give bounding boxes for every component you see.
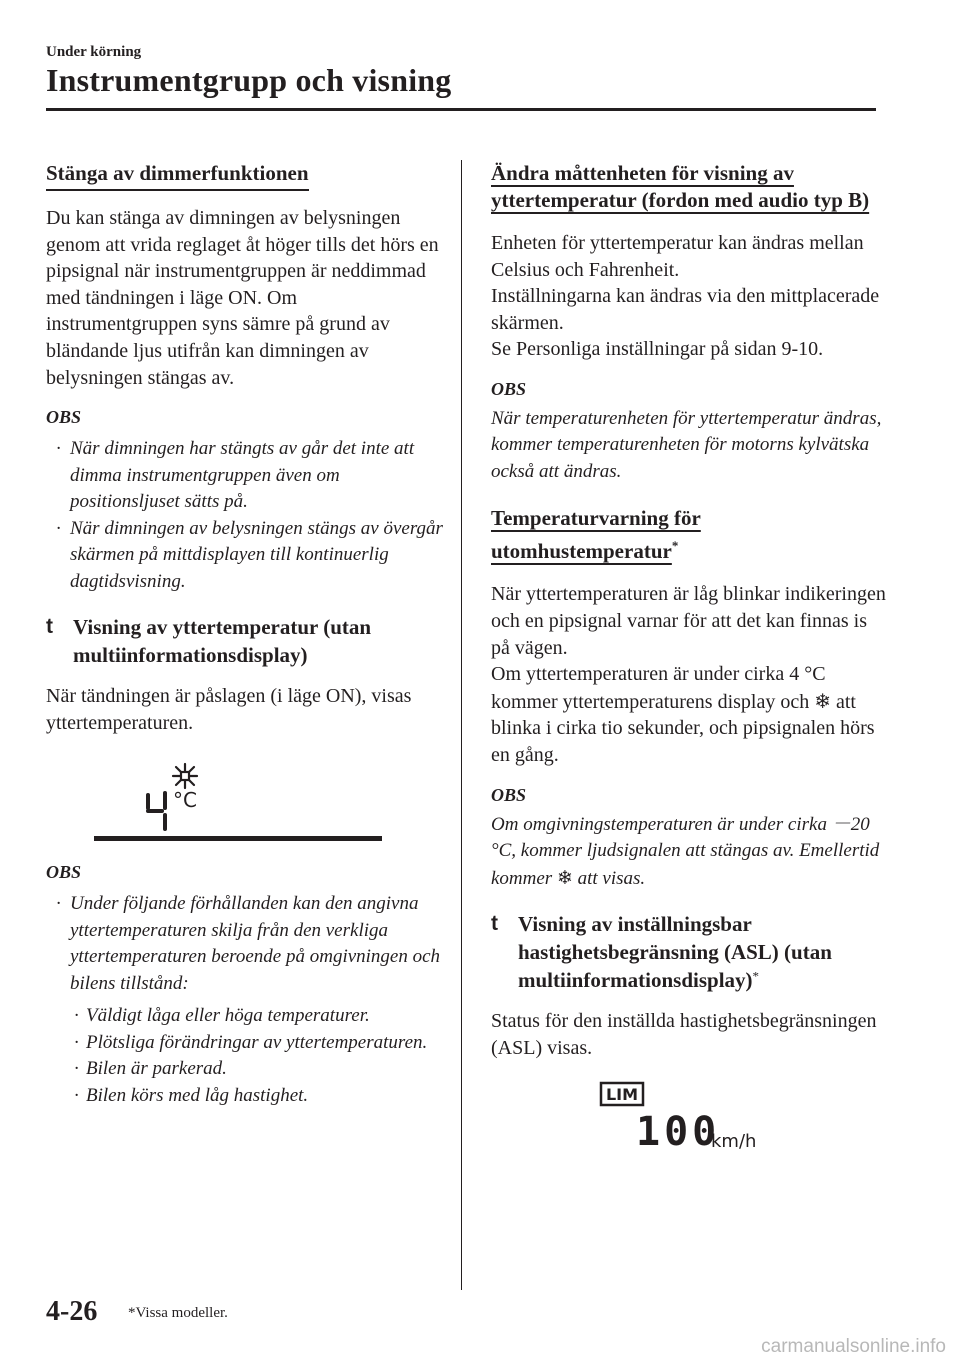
optional-asterisk: * <box>671 538 679 554</box>
speed-unit: km/h <box>711 1131 757 1153</box>
page-number: 4-26 <box>46 1296 98 1327</box>
dimmer-notes <box>46 436 446 595</box>
display-baseline <box>94 836 382 841</box>
watermark: carmanualsonline.info <box>761 1336 946 1357</box>
temp-warning-body <box>491 581 886 768</box>
asl-display <box>491 1073 886 1163</box>
speed-limit-value: 100 <box>636 1109 721 1156</box>
unit-change-line: Enheten för yttertemperatur kan ändras mellan Celsius och Fahrenheit. <box>491 232 864 281</box>
unit-change-heading <box>491 160 886 216</box>
unit-change-note-label: OBS <box>491 378 527 399</box>
footnote: *Vissa modeller. <box>128 1305 228 1321</box>
condition-item: · Väldigt låga eller höga temperaturer. <box>70 1003 446 1030</box>
unit-change-line: Inställningarna kan ändras via den mittplacerade skärmen. <box>491 285 880 334</box>
temperature-display-illustration <box>46 736 446 846</box>
dimmer-body: Du kan stänga av dimningen av belysningen genom att vrida reglaget åt höger tills det hörs en pipsignal när instrumentgruppen är neddimmad med tändningen i läge ON. Om instrumentgruppen syns sämre på grund av bländande ljus utifrån kan dimningen av belysningen stängas av. <box>46 207 439 389</box>
temp-warning-body-1: När yttertemperaturen är låg blinkar indikeringen och en pipsignal varnar för att det kan finnas is på vägen. <box>491 583 886 659</box>
dimmer-heading: Stänga av dimmerfunktionen <box>46 160 309 191</box>
section-marker-icon: t <box>46 615 53 639</box>
unit-change-body <box>491 230 886 363</box>
asl-heading: Visning av inställningsbar hastighetsbegränsning (ASL) (utan multiinformationsdisplay) <box>518 912 832 993</box>
lim-badge-text: LIM <box>605 1085 639 1105</box>
section-marker-icon: t <box>491 912 498 936</box>
temp-warning-heading-text: Temperaturvarning för utomhustemperatur <box>491 506 701 564</box>
section-label: Under körning <box>46 44 142 60</box>
condition-item: · Bilen är parkerad. <box>70 1056 446 1083</box>
unit-change-line: Se Personliga inställningar på sidan 9-10. <box>491 338 824 361</box>
column-divider <box>461 160 462 1290</box>
condition-item: · Plötsliga förändringar av yttertemperaturen. <box>70 1030 446 1057</box>
temp-warning-note-a: Om omgivningstemperaturen är under cirka －20 °C, kommer ljudsignalen att stängas av. Emellertid kommer <box>491 813 880 889</box>
outside-temp-conditions <box>70 1003 446 1109</box>
temp-warning-note-label: OBS <box>491 784 527 805</box>
unit-change-heading-text: Ändra måttenheten för visning av yttertemperatur (fordon med audio typ B) <box>491 161 870 212</box>
dimmer-note-item: · När dimningen har stängts av går det inte att dimma instrumentgruppen även om positionsljuset sätts på. <box>46 436 446 516</box>
asl-display-illustration <box>491 1073 886 1163</box>
segment-digit-four <box>148 793 165 829</box>
dimmer-note-item: · När dimningen av belysningen stängs av övergår skärmen på mittdisplayen till kontinuerlig dagtidsvisning. <box>46 516 446 596</box>
asl-body: Status för den inställda hastighetsbegränsningen (ASL) visas. <box>491 1010 877 1059</box>
outside-temp-note-label: OBS <box>46 862 82 883</box>
temp-warning-body-2b: att blinka i cirka tio sekunder, och pipsignalen hörs en gång. <box>491 690 875 767</box>
optional-asterisk: * <box>752 968 760 984</box>
snowflake-icon <box>173 764 197 788</box>
temp-warning-heading <box>491 505 886 567</box>
temp-warning-note <box>491 812 886 893</box>
outside-temp-heading-block <box>46 613 446 669</box>
outside-temp-body: När tändningen är påslagen (i läge ON), visas yttertemperaturen. <box>46 685 412 734</box>
asl-heading-block <box>491 910 886 994</box>
snowflake-icon: ❄ <box>814 688 831 713</box>
dimmer-note-label: OBS <box>46 407 82 428</box>
unit-change-note: När temperaturenheten för yttertemperatur ändras, kommer temperaturenheten för motorns kylvätska också att ändras. <box>491 407 882 482</box>
header-rule <box>46 108 876 111</box>
snowflake-icon: ❄ <box>556 866 573 889</box>
condition-item: · Bilen körs med låg hastighet. <box>70 1083 446 1110</box>
temp-warning-body-2a: Om yttertemperaturen är under cirka 4 °C kommer yttertemperaturens display och <box>491 663 826 713</box>
temperature-unit: °C <box>173 788 197 813</box>
outside-temp-heading: Visning av yttertemperatur (utan multiinformationsdisplay) <box>73 615 372 668</box>
outside-temp-note-intro: · Under följande förhållanden kan den angivna yttertemperaturen skilja från den verkliga yttertemperaturen beroende på omgivningen och bilens tillstånd: <box>46 891 446 997</box>
temp-warning-note-b: att visas. <box>577 867 646 889</box>
left-column <box>46 160 446 1109</box>
chapter-title: Instrumentgrupp och visning <box>46 62 452 98</box>
outside-temp-notes <box>46 891 446 997</box>
outside-temp-display <box>46 736 446 846</box>
right-column <box>491 160 886 1163</box>
